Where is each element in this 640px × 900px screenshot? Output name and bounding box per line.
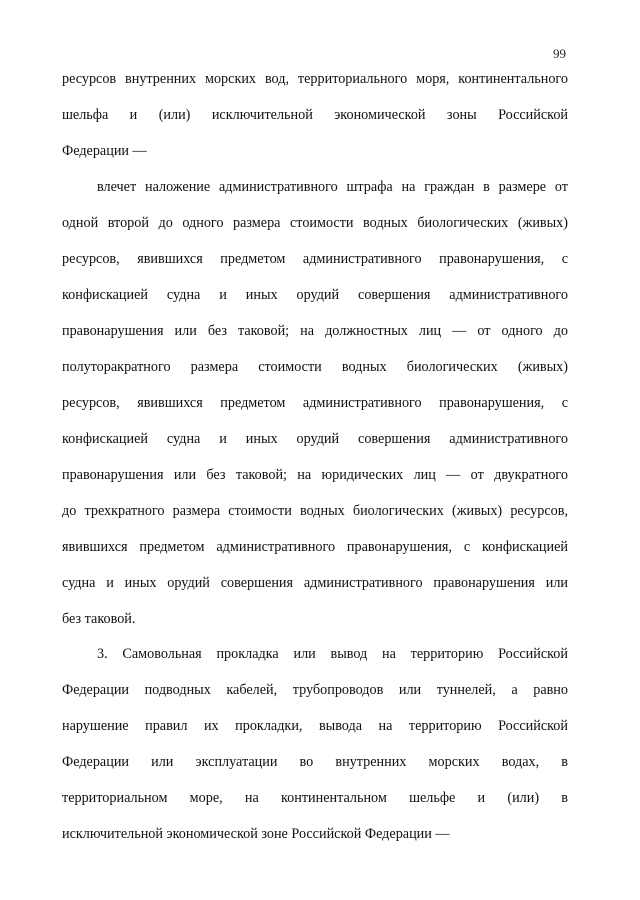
text-line: шельфа и (или) исключительной экономической зоны Российской	[62, 107, 568, 123]
text-line: Федерации подводных кабелей, трубопроводов или туннелей, а равно	[62, 682, 568, 698]
text-line: влечет наложение административного штрафа на граждан в размере от	[97, 179, 568, 195]
text-line: конфискацией судна и иных орудий совершения административного	[62, 431, 568, 447]
text-block-1	[62, 61, 568, 637]
text-line: без таковой.	[62, 611, 136, 627]
text-line: явившихся предметом административного правонарушения, с конфискацией	[62, 539, 568, 555]
text-line: ресурсов, явившихся предметом административного правонарушения, с	[62, 251, 568, 267]
text-line: ресурсов, явившихся предметом административного правонарушения, с	[62, 395, 568, 411]
text-line: до трехкратного размера стоимости водных биологических (живых) ресурсов,	[62, 503, 568, 519]
text-line: одной второй до одного размера стоимости водных биологических (живых)	[62, 215, 568, 231]
text-line: правонарушения или без таковой; на юридических лиц — от двукратного	[62, 467, 568, 483]
text-line: нарушение правил их прокладки, вывода на территорию Российской	[62, 718, 568, 734]
text-line: конфискацией судна и иных орудий совершения административного	[62, 287, 568, 303]
page-number: 99	[553, 46, 566, 61]
text-line: Федерации или эксплуатации во внутренних морских водах, в	[62, 754, 568, 770]
text-line: правонарушения или без таковой; на должностных лиц — от одного до	[62, 323, 568, 339]
text-line: судна и иных орудий совершения административного правонарушения или	[62, 575, 568, 591]
text-line: территориальном море, на континентальном шельфе и (или) в	[62, 790, 568, 806]
text-line: 3. Самовольная прокладка или вывод на территорию Российской	[97, 646, 568, 662]
text-line: исключительной экономической зоне Российской Федерации —	[62, 826, 450, 842]
text-line: полуторакратного размера стоимости водных биологических (живых)	[62, 359, 568, 375]
text-line: Федерации —	[62, 143, 147, 159]
text-block-2	[62, 636, 568, 852]
text-line: ресурсов внутренних морских вод, территориального моря, континентального	[62, 71, 568, 87]
